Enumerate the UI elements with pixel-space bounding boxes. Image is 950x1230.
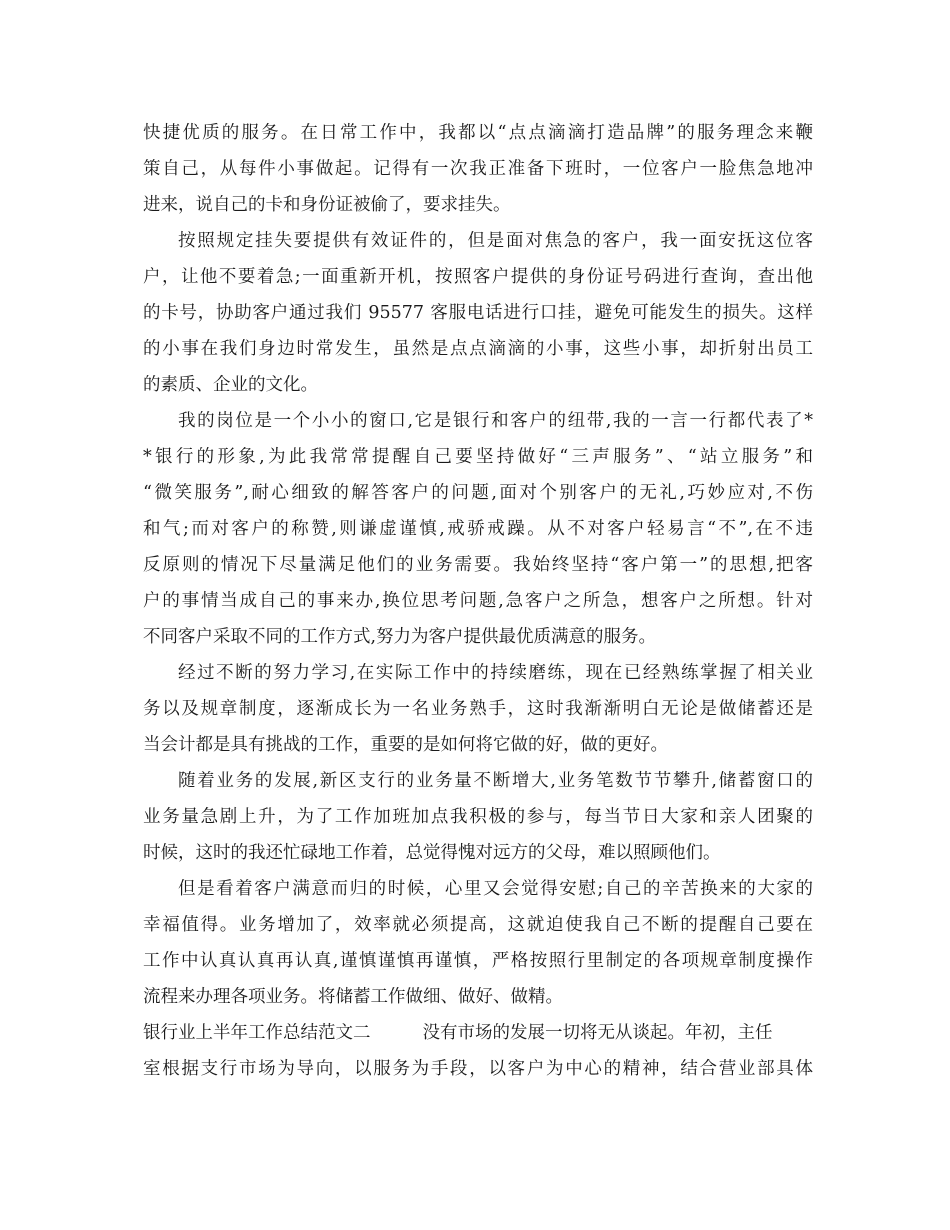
text-line: 的卡号，协助客户通过我们 95577 客服电话进行口挂，避免可能发生的损失。这样 bbox=[143, 303, 813, 323]
text-line: 我的岗位是一个小小的窗口,它是银行和客户的纽带,我的一言一行都代表了* bbox=[178, 411, 813, 431]
text-line: 的小事在我们身边时常发生，虽然是点点滴滴的小事，这些小事，却折射出员工 bbox=[143, 339, 813, 359]
text-line: 反原则的情况下尽量满足他们的业务需要。我始终坚持“客户第一”的思想,把客 bbox=[143, 555, 813, 575]
text-line: 不同客户采取不同的工作方式,努力为客户提供最优质满意的服务。 bbox=[143, 627, 657, 647]
text-line: 工作中认真认真再认真,谨慎谨慎再谨慎，严格按照行里制定的各项规章制度操作 bbox=[143, 951, 813, 971]
text-line: 时候，这时的我还忙碌地工作着，总觉得愧对远方的父母，难以照顾他们。 bbox=[143, 843, 721, 863]
document-body bbox=[143, 115, 813, 1087]
section-first-line: 没有市场的发展一切将无从谈起。年初，主任 bbox=[422, 1023, 773, 1043]
text-line: 快捷优质的服务。在日常工作中，我都以“点点滴滴打造品牌”的服务理念来鞭 bbox=[143, 123, 813, 143]
section-heading-line bbox=[143, 1015, 813, 1051]
text-line: 按照规定挂失要提供有效证件的，但是面对焦急的客户，我一面安抚这位客 bbox=[178, 231, 813, 251]
text-line: 进来，说自己的卡和身份证被偷了，要求挂失。 bbox=[143, 195, 511, 215]
text-line: 幸福值得。业务增加了，效率就必须提高，这就迫使我自己不断的提醒自己要在 bbox=[143, 915, 813, 935]
text-line: 户的事情当成自己的事来办,换位思考问题,急客户之所急，想客户之所想。针对 bbox=[143, 591, 813, 611]
text-line: 策自己，从每件小事做起。记得有一次我正准备下班时，一位客户一脸焦急地冲 bbox=[143, 159, 813, 179]
text-line: 户，让他不要着急;一面重新开机，按照客户提供的身份证号码进行查询，查出他 bbox=[143, 267, 813, 287]
text-line: 随着业务的发展,新区支行的业务量不断增大,业务笔数节节攀升,储蓄窗口的 bbox=[178, 771, 813, 791]
text-line: *银行的形象,为此我常常提醒自己要坚持做好“三声服务”、“站立服务”和 bbox=[143, 447, 813, 467]
text-line: “微笑服务”,耐心细致的解答客户的问题,面对个别客户的无礼,巧妙应对,不伤 bbox=[143, 483, 813, 503]
text-line: 经过不断的努力学习,在实际工作中的持续磨练，现在已经熟练掌握了相关业 bbox=[178, 663, 813, 683]
text-line: 流程来办理各项业务。将储蓄工作做细、做好、做精。 bbox=[143, 987, 563, 1007]
section-title: 银行业上半年工作总结范文二 bbox=[143, 1023, 371, 1043]
text-line: 室根据支行市场为导向，以服务为手段，以客户为中心的精神，结合营业部具体 bbox=[143, 1059, 813, 1079]
text-line: 和气;而对客户的称赞,则谦虚谨慎,戒骄戒躁。从不对客户轻易言“不”,在不违 bbox=[143, 519, 813, 539]
text-line: 务以及规章制度，逐渐成长为一名业务熟手，这时我渐渐明白无论是做储蓄还是 bbox=[143, 699, 813, 719]
text-line: 但是看着客户满意而归的时候，心里又会觉得安慰;自己的辛苦换来的大家的 bbox=[178, 879, 813, 899]
text-line: 业务量急剧上升，为了工作加班加点我积极的参与，每当节日大家和亲人团聚的 bbox=[143, 807, 813, 827]
text-line: 当会计都是具有挑战的工作，重要的是如何将它做的好，做的更好。 bbox=[143, 735, 668, 755]
text-line: 的素质、企业的文化。 bbox=[143, 375, 318, 395]
